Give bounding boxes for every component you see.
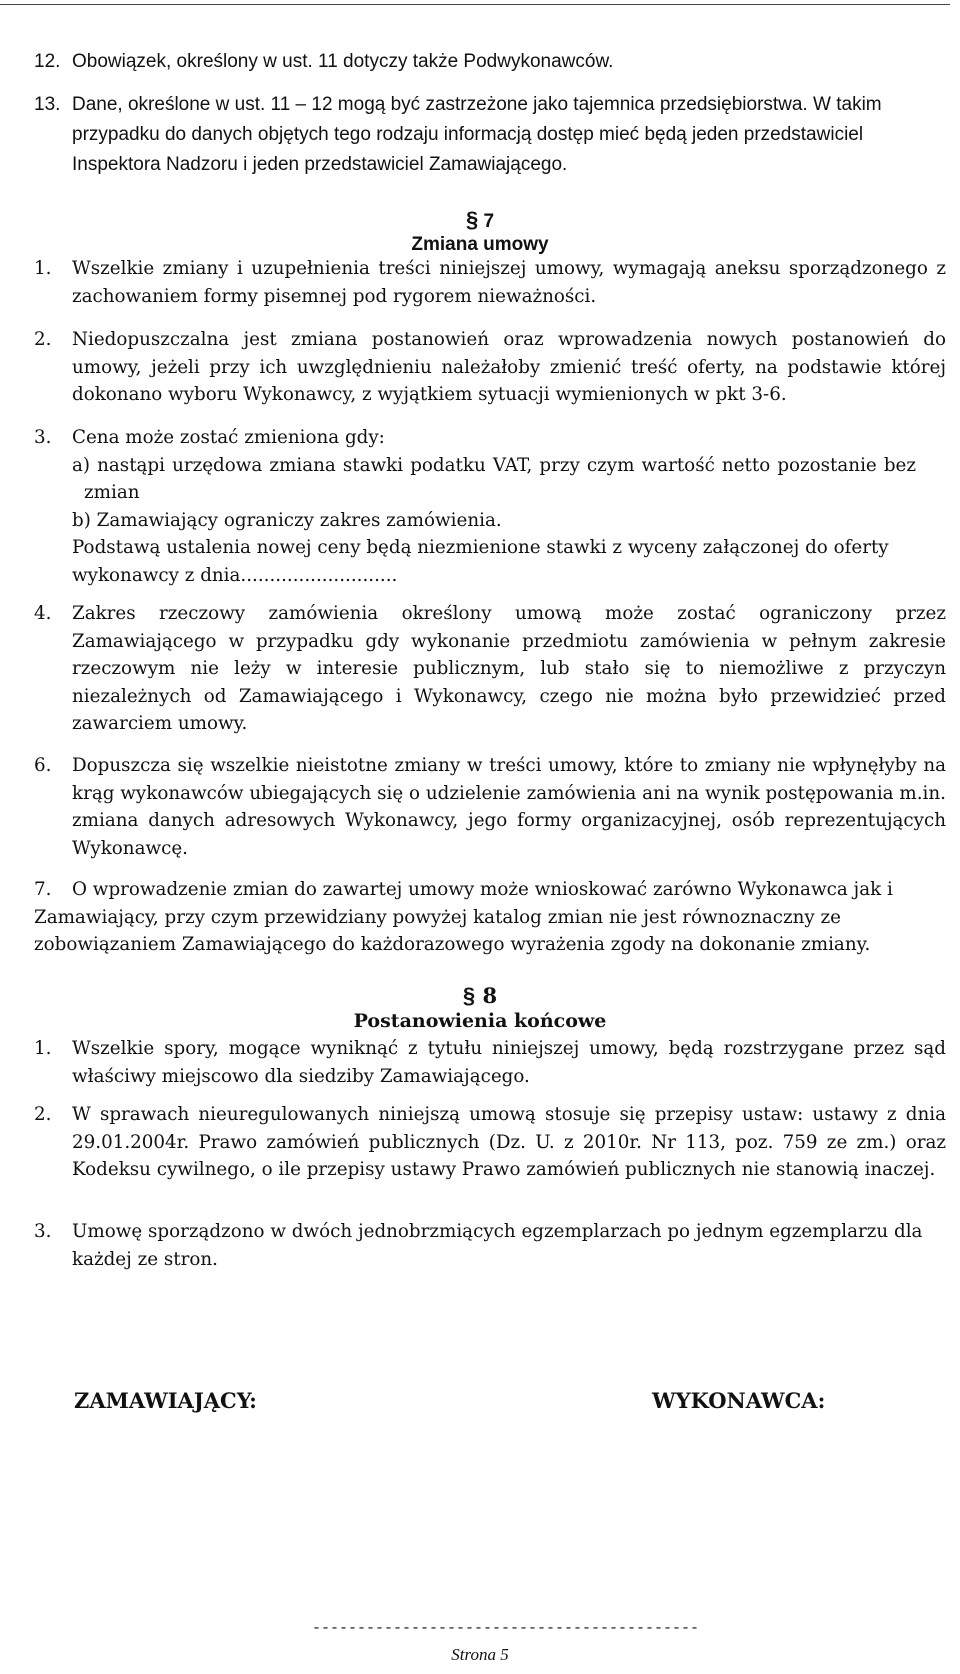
item-number: 2. [34,1104,52,1125]
section-number: 8 [482,983,498,1008]
section-8-item-1 [34,1035,946,1090]
section-mark: § [465,207,479,232]
item-number: 2. [34,329,52,350]
signature-contractor: WYKONAWCA: [652,1388,826,1413]
item-number: 13. [34,94,61,115]
item-text: O wprowadzenie zmian do zawartej umowy może wnioskować zarówno Wykonawca jak i Zamawiający, przy czym przewidziany powyżej katalog zmian nie jest równoznaczny ze zobowiązaniem Zamawiającego do każdorazowego wyrażenia zgody na dokonanie zmiany. [34,879,893,955]
signature-employer: ZAMAWIAJĄCY: [74,1388,257,1413]
section-7-item-2 [34,326,946,409]
subitem-a: a) nastąpi urzędowa zmiana stawki podatku VAT, przy czym wartość netto pozostanie bez zmian [72,454,916,503]
item-number: 3. [34,1221,52,1242]
section-7-item-3 [34,424,946,589]
price-note: Podstawą ustalenia nowej ceny będą niezmienione stawki z wyceny załączonej do oferty wykonawcy z dnia........................... [72,537,889,586]
section-7-item-4 [34,600,946,738]
item-text: W sprawach nieuregulowanych niniejszą umową stosuje się przepisy ustaw: ustawy z dnia 29.01.2004r. Prawo zamówień publicznych (Dz. U. z 2010r. Nr 113, poz. 759 ze zm.) oraz Kodeksu cywilnego, o ile przepisy ustawy Prawo zamówień publicznych nie stanowią inaczej. [72,1104,946,1180]
item-number: 1. [34,1038,52,1059]
item-text: Zakres rzeczowy zamówienia określony umową może zostać ograniczony przez Zamawiającego w przypadku gdy wykonanie przedmiotu zamówienia w pełnym zakresie rzeczowym nie leży w interesie publicznym, lub stało się to niemożliwe z przyczyn niezależnych od Zamawiającego i Wykonawcy, czego nie można było przewidzieć przed zawarciem umowy. [72,603,946,734]
item-number: 6. [34,755,52,776]
section-7-title: Zmiana umowy [411,234,549,255]
item-number: 3. [34,427,52,448]
item-intro: Cena może zostać zmieniona gdy: [72,427,385,448]
item-text: Umowę sporządzono w dwóch jednobrzmiących egzemplarzach po jednym egzemplarzu dla każdej ze stron. [72,1221,923,1270]
item-number: 12. [34,51,61,72]
item-text: Wszelkie zmiany i uzupełnienia treści niniejszej umowy, wymagają aneksu sporządzonego z zachowaniem formy pisemnej pod rygorem nieważności. [72,258,946,307]
item-text: Obowiązek, określony w ust. 11 dotyczy także Podwykonawców. [72,51,614,72]
list-item-13 [34,90,946,180]
section-8-number [0,982,960,1010]
footer-separator: ------------------------------------------- [312,1620,700,1637]
page-number: Strona 5 [451,1645,509,1664]
item-text: Niedopuszczalna jest zmiana postanowień oraz wprowadzenia nowych postanowień do umowy, jeżeli przy ich uwzględnieniu należałoby zmienić treść oferty, na podstawie której dokonano wyboru Wykonawcy, z wyjątkiem sytuacji wymienionych w pkt 3-6. [72,329,946,405]
item-text: Dopuszcza się wszelkie nieistotne zmiany w treści umowy, które to zmiany nie wpłynęłyby na krąg wykonawców ubiegających się o udzielenie zamówienia ani na wynik postępowania m.in. zmiana danych adresowych Wykonawcy, jego formy organizacyjnej, osób reprezentujących Wykonawcę. [72,755,946,859]
item-text: Dane, określone w ust. 11 – 12 mogą być zastrzeżone jako tajemnica przedsiębiorstwa. W takim przypadku do danych objętych tego rodzaju informacją dostęp mieć będą jeden przedstawiciel Inspektora Nadzoru i jeden przedstawiciel Zamawiającego. [72,94,882,175]
item-number: 7. [34,879,52,900]
list-item-12 [34,47,946,77]
item-text: Wszelkie spory, mogące wyniknąć z tytułu niniejszej umowy, będą rozstrzygane przez sąd właściwy miejscowo dla siedziby Zamawiającego. [72,1038,946,1087]
section-8-title: Postanowienia końcowe [353,1010,607,1032]
item-body [72,424,946,589]
item-number: 4. [34,603,52,624]
section-number: 7 [483,211,495,232]
section-7-item-6 [34,752,946,862]
section-7-item-7 [34,876,946,959]
section-mark: § [462,983,476,1008]
section-8-item-2 [34,1101,946,1184]
section-8-item-3 [34,1218,946,1273]
subitem-b: b) Zamawiający ograniczy zakres zamówienia. [72,509,502,531]
top-rule [0,4,950,5]
section-7-item-1 [34,255,946,310]
item-number: 1. [34,258,52,279]
